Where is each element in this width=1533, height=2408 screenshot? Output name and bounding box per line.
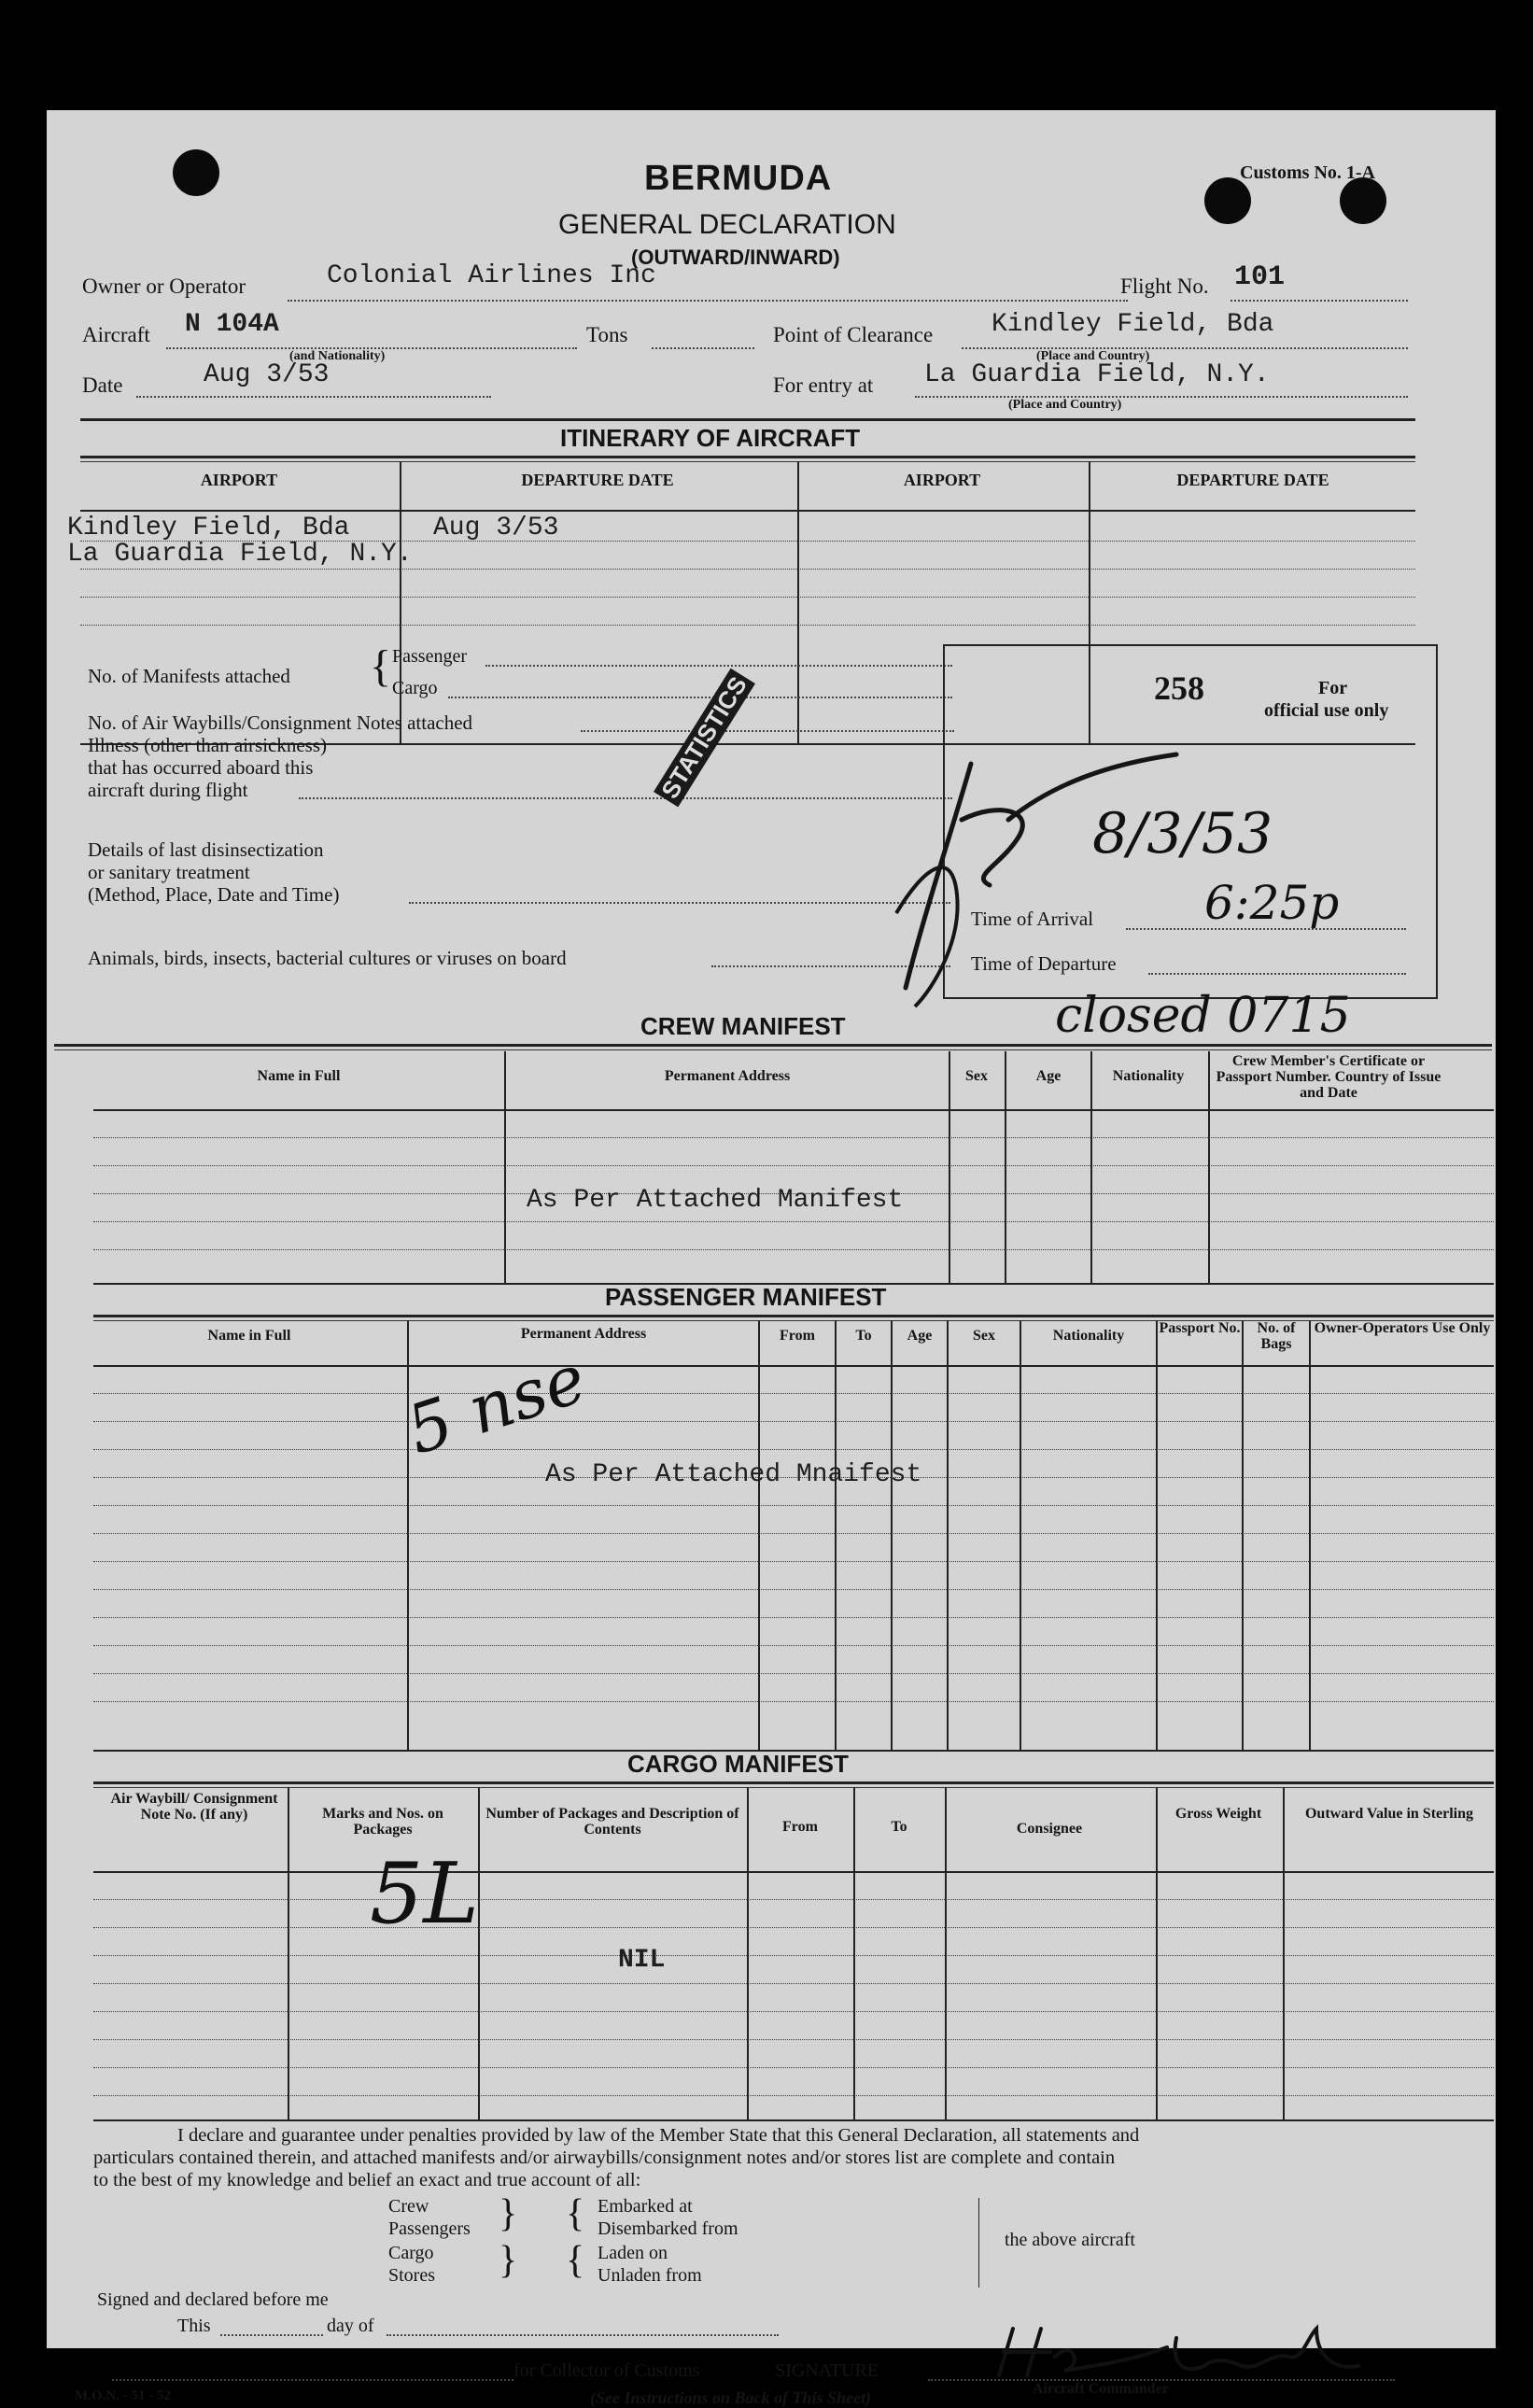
arrival-label: Time of Arrival	[971, 908, 1094, 930]
illness-label-2: that has occurred aboard this	[88, 756, 314, 779]
cargo-col-value: Outward Value in Sterling	[1304, 1806, 1474, 1822]
itinerary-row-2-airport: La Guardia Field, N.Y.	[67, 540, 413, 569]
passenger-note: As Per Attached Mnaifest	[545, 1460, 922, 1489]
passenger-col-to: To	[855, 1328, 872, 1344]
decl-bracket	[978, 2198, 979, 2288]
decl-brace-2: }	[499, 2239, 518, 2282]
declaration-sheet	[47, 110, 1496, 2407]
departure-label: Time of Departure	[971, 952, 1117, 975]
entry-sub: (Place and Country)	[1008, 398, 1122, 412]
commander-signature	[980, 2319, 1372, 2394]
commander-label: Aircraft Commander	[1033, 2381, 1169, 2397]
handwritten-closed: closed 0715	[1055, 988, 1351, 1044]
date-value: Aug 3/53	[204, 360, 330, 389]
manifests-brace: {	[370, 641, 392, 691]
decl-mid-laden: Laden on	[598, 2243, 668, 2263]
form-subtitle: GENERAL DECLARATION	[558, 209, 896, 240]
decl-left-passengers: Passengers	[388, 2218, 471, 2239]
cargo-manifest-label: Cargo	[392, 678, 438, 698]
declaration-line-3: to the best of my knowledge and belief an exact and true account of all:	[93, 2170, 641, 2190]
clearance-value: Kindley Field, Bda	[992, 310, 1274, 339]
itinerary-row-1-airport: Kindley Field, Bda	[67, 514, 350, 542]
owner-line	[288, 300, 1128, 302]
collector-label: for Collector of Customs	[513, 2360, 700, 2381]
itinerary-col-date-1: DEPARTURE DATE	[521, 471, 674, 489]
cargo-col-consignee: Consignee	[1016, 1821, 1083, 1837]
decl-right: the above aircraft	[1005, 2230, 1135, 2250]
aircraft-value: N 104A	[185, 310, 279, 339]
passenger-manifest-label: Passenger	[392, 646, 467, 667]
official-number: 258	[1154, 669, 1204, 707]
punch-hole-right-2	[1340, 177, 1386, 224]
itinerary-col-airport-1: AIRPORT	[200, 471, 278, 489]
manifests-label: No. of Manifests attached	[88, 665, 290, 687]
decl-mid-disembarked: Disembarked from	[598, 2218, 738, 2239]
decl-mid-unladen: Unladen from	[598, 2265, 702, 2286]
clearance-line	[962, 347, 1408, 349]
passenger-col-name: Name in Full	[207, 1328, 291, 1344]
itinerary-title: ITINERARY OF AIRCRAFT	[560, 424, 861, 452]
cargo-col-description: Number of Packages and Description of Contents	[485, 1806, 739, 1838]
flight-label: Flight No.	[1120, 275, 1209, 298]
cargo-handwritten: 5L	[370, 1845, 480, 1943]
passenger-col-sex: Sex	[973, 1328, 995, 1344]
flight-line	[1231, 300, 1408, 302]
decl-brace-4: {	[566, 2239, 585, 2282]
handwritten-arrival-time: 6:25p	[1204, 876, 1340, 930]
owner-value: Colonial Airlines Inc	[327, 261, 656, 290]
form-number: M.O.N. - 51 - 52	[75, 2388, 171, 2403]
illness-label-1: Illness (other than airsickness)	[88, 734, 328, 756]
passenger-title: PASSENGER MANIFEST	[605, 1283, 887, 1311]
itinerary-top-rule	[80, 418, 1415, 421]
cargo-note: NIL	[618, 1946, 666, 1975]
customs-number: Customs No. 1-A	[1240, 162, 1375, 183]
crew-title: CREW MANIFEST	[640, 1012, 846, 1040]
crew-col-address: Permanent Address	[664, 1068, 791, 1084]
disinsect-label-3: (Method, Place, Date and Time)	[88, 883, 340, 906]
signature-label: SIGNATURE	[775, 2360, 879, 2381]
decl-brace-1: }	[499, 2192, 518, 2235]
crew-col-sex: Sex	[965, 1068, 988, 1084]
declaration-line-1: I declare and guarantee under penalties provided by law of the Member State that this General Declaration, all statements and	[177, 2125, 1140, 2146]
tons-label: Tons	[586, 323, 628, 346]
clearance-sub: (Place and Country)	[1036, 349, 1150, 363]
crew-col-nationality: Nationality	[1112, 1068, 1185, 1084]
decl-mid-embarked: Embarked at	[598, 2196, 693, 2217]
decl-left-stores: Stores	[388, 2265, 435, 2286]
passenger-col-age: Age	[907, 1328, 933, 1344]
entry-line	[915, 396, 1408, 398]
punch-hole-left	[173, 149, 219, 196]
cargo-title: CARGO MANIFEST	[627, 1750, 849, 1778]
cargo-col-weight: Gross Weight	[1174, 1806, 1262, 1822]
passenger-handwritten: 5 nse	[398, 1338, 596, 1470]
itinerary-rule	[80, 456, 1415, 458]
passenger-col-owner: Owner-Operators Use Only	[1314, 1320, 1491, 1336]
declaration-line-2: particulars contained therein, and attached manifests and/or airwaybills/consignment notes and/or stores list are complete and contain	[93, 2147, 1116, 2168]
decl-left-crew: Crew	[388, 2196, 429, 2217]
passenger-col-passport: Passport No.	[1159, 1320, 1241, 1336]
crew-col-age: Age	[1035, 1068, 1062, 1084]
handwritten-date: 8/3/53	[1092, 801, 1273, 866]
disinsect-label-2: or sanitary treatment	[88, 861, 250, 883]
this-label: This	[177, 2316, 211, 2336]
disinsect-label-1: Details of last disinsectization	[88, 838, 324, 861]
form-direction: (OUTWARD/INWARD)	[631, 246, 840, 269]
entry-label: For entry at	[773, 373, 874, 397]
passenger-col-nationality: Nationality	[1052, 1328, 1125, 1344]
decl-left-cargo: Cargo	[388, 2243, 434, 2263]
passenger-col-bags: No. of Bags	[1257, 1320, 1296, 1352]
aircraft-label: Aircraft	[82, 323, 150, 346]
date-label: Date	[82, 373, 123, 397]
statistics-stamp: STATISTICS	[654, 669, 755, 808]
waybills-label: No. of Air Waybills/Consignment Notes attached	[88, 711, 473, 734]
tons-line	[652, 347, 754, 349]
aircraft-sub: (and Nationality)	[289, 349, 386, 363]
cargo-col-marks: Marks and Nos. on Packages	[322, 1806, 443, 1838]
cargo-col-from: From	[782, 1819, 818, 1835]
passenger-col-address: Permanent Address	[520, 1326, 647, 1342]
itinerary-col-date-2: DEPARTURE DATE	[1176, 471, 1329, 489]
animals-label: Animals, birds, insects, bacterial cultures or viruses on board	[88, 947, 567, 969]
signed-label: Signed and declared before me	[97, 2289, 329, 2310]
owner-label: Owner or Operator	[82, 275, 246, 298]
crew-note: As Per Attached Manifest	[527, 1186, 904, 1215]
decl-brace-3: {	[566, 2192, 585, 2235]
crew-col-certificate: Crew Member's Certificate or Passport Number. Country of Issue and Date	[1216, 1053, 1442, 1101]
itinerary-col-airport-2: AIRPORT	[903, 471, 981, 489]
form-title: BERMUDA	[644, 159, 833, 198]
illness-label-3: aircraft during flight	[88, 779, 248, 801]
cargo-col-to: To	[891, 1819, 907, 1835]
flight-value: 101	[1234, 261, 1286, 293]
punch-hole-right	[1204, 177, 1251, 224]
cargo-col-waybill: Air Waybill/ Consignment Note No. (If any)	[110, 1791, 278, 1823]
crew-col-name: Name in Full	[257, 1068, 341, 1084]
official-for: For	[1318, 678, 1348, 698]
day-of-label: day of	[327, 2316, 374, 2336]
official-use-label: official use only	[1264, 700, 1389, 721]
date-line	[136, 396, 491, 398]
entry-value: La Guardia Field, N.Y.	[924, 360, 1270, 389]
handwritten-initials	[868, 726, 1223, 1025]
clearance-label: Point of Clearance	[773, 323, 934, 346]
passenger-col-from: From	[780, 1328, 815, 1344]
itinerary-row-1-date: Aug 3/53	[433, 514, 559, 542]
instructions-label: (See Instructions on Back of This Sheet)	[590, 2388, 872, 2407]
